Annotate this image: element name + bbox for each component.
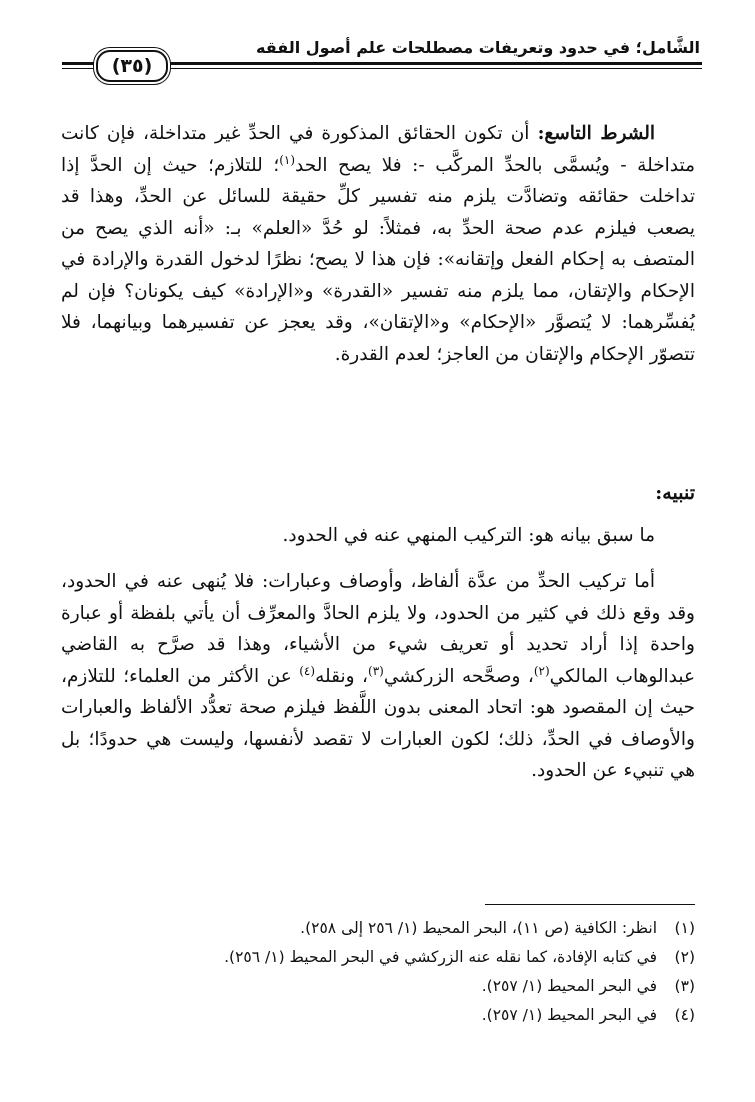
footnote-text: في البحر المحيط (١/ ٢٥٧).: [481, 1006, 657, 1024]
running-title: الشَّامل؛ في حدود وتعريفات مصطلحات علم أصول الفقه: [256, 38, 700, 57]
footnotes: [61, 914, 695, 1030]
footnote-ref-4: (٤): [299, 663, 316, 678]
footnote-item: [61, 972, 695, 1001]
footnote-marker: (٤): [674, 1006, 695, 1024]
para2-text-c: ، ونقله: [315, 665, 368, 687]
para2-text-d: عن الأكثر من العلماء؛ للتلازم، حيث إن المقصود هو: اتحاد المعنى بدون اللَّفظ فيلزم صحة تعدُّد الألفاظ والعبارات والأوصاف في الحدِّ، ذلك؛ لكون العبارات لا تقصد لأنفسها، وليست هي حدودًا؛ بل هي تنبيء عن الحدود.: [61, 665, 695, 781]
compound-definition-paragraph: [61, 566, 695, 787]
footnote-marker: (١): [674, 919, 695, 937]
footnote-text: في البحر المحيط (١/ ٢٥٧).: [481, 977, 657, 995]
footnote-ref-2: (٢): [533, 663, 550, 678]
ninth-condition-paragraph: [61, 118, 695, 370]
footnote-item: [61, 943, 695, 972]
footnote-item: [61, 914, 695, 943]
note-section: [61, 478, 695, 551]
footnote-ref-1: (١): [279, 152, 296, 167]
condition-term: الشرط التاسع:: [537, 123, 655, 144]
footnote-ref-3: (٣): [368, 663, 384, 678]
para2-text-b: ، وصحَّحه الزركشي: [383, 665, 534, 687]
footnote-marker: (٣): [674, 977, 695, 995]
footnote-item: [61, 1001, 695, 1030]
condition-text: أن تكون الحقائق المذكورة في الحدِّ غير متداخلة، فإن كانت متداخلة - ويُسمَّى بالحدِّ المركَّب -: فلا يصح الحد: [61, 123, 695, 176]
footnote-separator: [485, 904, 695, 905]
note-text: ما سبق بيانه هو: التركيب المنهي عنه في الحدود.: [282, 524, 655, 546]
footnote-marker: (٢): [674, 948, 695, 966]
para2-text-a: أما تركيب الحدِّ من عدَّة ألفاظ، وأوصاف وعبارات: فلا يُنهى عنه في الحدود، وقد وقع ذلك في كثير من الحدود، ولا يلزم الحادَّ والمعرِّف أن يأتي بلفظة أو عبارة واحدة إذا أراد تحديد أو تعريف شيء من الأشياء، وهذا قد صرَّح به القاضي عبدالوهاب المالكي: [61, 571, 695, 687]
page-number: (٣٥): [96, 50, 168, 82]
footnote-text: انظر: الكافية (ص ١١)، البحر المحيط (١/ ٢٥٦ إلى ٢٥٨).: [300, 919, 657, 937]
note-heading: تنبيه:: [655, 482, 695, 504]
footnote-text: في كتابه الإفادة، كما نقله عنه الزركشي في البحر المحيط (١/ ٢٥٦).: [224, 948, 657, 966]
condition-text-continued: ؛ للتلازم؛ حيث إن الحدَّ إذا تداخلت حقائقه وتضادَّت يلزم منه تفسير كلِّ حقيقة للسائل عن الحدِّ، وهذا قد يصعب فيلزم عدم صحة الحدِّ به، فمثلاً: لو حُدَّ «العلم» بـ: «أنه الذي يصح من المتصف به إحكام الفعل وإتقانه»: فإن هذا لا يصح؛ نظرًا لدخول القدرة والإرادة في الإحكام والإتقان، مما يلزم منه تفسير «القدرة» و«الإرادة» كيف يكونان؟ فإن لم يُفسِّرهما: لا يُتصوَّر «الإحكام» و«الإتقان»، وقد يعجز عن تفسيرهما وبيانهما، فلا تتصوّر الإحكام والإتقان من العاجز؛ لعدم القدرة.: [61, 154, 695, 365]
